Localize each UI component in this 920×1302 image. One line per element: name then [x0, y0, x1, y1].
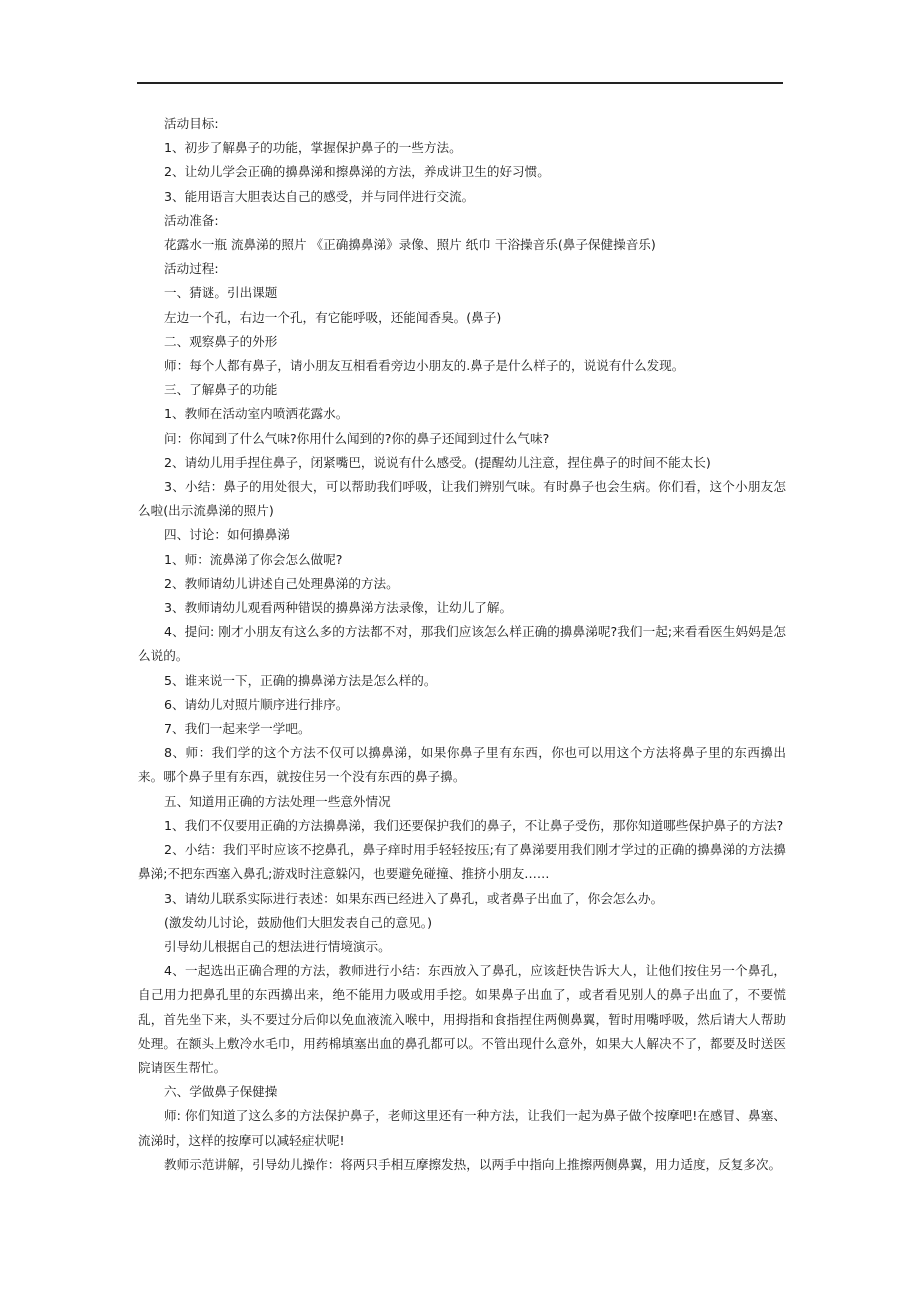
discuss-step-4: 4、提问: 刚才小朋友有这么多的方法都不对，那我们应该怎么样正确的擤鼻涕呢?我们一起;来看看医生妈妈是怎么说的。	[138, 624, 786, 664]
accident-step-3: 3、请幼儿联系实际进行表述：如果东西已经进入了鼻孔，或者鼻子出血了，你会怎么办。	[164, 890, 664, 906]
section-heading-4: 四、讨论：如何擤鼻涕	[164, 527, 290, 543]
goal-item-3: 3、能用语言大胆表达自己的感受，并与同伴进行交流。	[164, 188, 475, 204]
section-heading-6: 六、学做鼻子保健操	[164, 1084, 278, 1100]
exercise-demo: 教师示范讲解，引导幼儿操作：将两只手相互摩擦发热，以两手中指向上推擦两侧鼻翼，用力适度，反复多次。	[164, 1156, 782, 1172]
function-step-2: 2、请幼儿用手捏住鼻子，闭紧嘴巴，说说有什么感受。(提醒幼儿注意，捏住鼻子的时间不能太长)	[164, 454, 711, 470]
section-heading-3: 三、了解鼻子的功能	[164, 382, 278, 398]
heading-goals: 活动目标:	[164, 116, 219, 131]
discuss-step-7: 7、我们一起来学一学吧。	[164, 721, 311, 737]
section-heading-2: 二、观察鼻子的外形	[164, 333, 278, 349]
section-heading-5: 五、知道用正确的方法处理一些意外情况	[164, 793, 391, 809]
preparation-materials: 花露水一瓶 流鼻涕的照片 《正确擤鼻涕》录像、照片 纸巾 干浴操音乐(鼻子保健操音乐)	[164, 237, 656, 253]
exercise-intro: 师: 你们知道了这么多的方法保护鼻子，老师这里还有一种方法，让我们一起为鼻子做个按摩吧!在感冒、鼻塞、流涕时，这样的按摩可以减轻症状呢!	[138, 1108, 786, 1148]
goal-item-1: 1、初步了解鼻子的功能，掌握保护鼻子的一些方法。	[164, 140, 462, 156]
accident-step-1: 1、我们不仅要用正确的方法擤鼻涕，我们还要保护我们的鼻子，不让鼻子受伤，那你知道哪些保护鼻子的方法?	[164, 817, 784, 833]
observe-text: 师：每个人都有鼻子，请小朋友互相看看旁边小朋友的.鼻子是什么样子的，说说有什么发现。	[164, 358, 685, 374]
riddle-text: 左边一个孔，右边一个孔，有它能呼吸，还能闻香臭。(鼻子)	[164, 309, 502, 325]
function-question: 问：你闻到了什么气味?你用什么闻到的?你的鼻子还闻到过什么气味?	[164, 430, 550, 446]
discuss-step-1: 1、师：流鼻涕了你会怎么做呢?	[164, 551, 343, 567]
accident-step-2: 2、小结：我们平时应该不挖鼻孔，鼻子痒时用手轻轻按压;有了鼻涕要用我们刚才学过的正确的擤鼻涕的方法擤鼻涕;不把东西塞入鼻孔;游戏时注意躲闪，也要避免碰撞、推挤小朋友……	[138, 842, 786, 882]
function-step-1: 1、教师在活动室内喷洒花露水。	[164, 406, 349, 422]
discuss-step-3: 3、教师请幼儿观看两种错误的擤鼻涕方法录像，让幼儿了解。	[164, 600, 513, 616]
function-step-3: 3、小结：鼻子的用处很大，可以帮助我们呼吸，让我们辨别气味。有时鼻子也会生病。你们看，这个小朋友怎么啦(出示流鼻涕的照片)	[138, 479, 786, 519]
goal-item-2: 2、让幼儿学会正确的擤鼻涕和擦鼻涕的方法，养成讲卫生的好习惯。	[164, 164, 550, 180]
section-heading-1: 一、猜谜。引出课题	[164, 285, 278, 301]
document-body	[138, 112, 786, 1177]
accident-step-4: 4、一起选出正确合理的方法，教师进行小结：东西放入了鼻孔，应该赶快告诉大人，让他们按住另一个鼻孔，自己用力把鼻孔里的东西擤出来，绝不能用力吸或用手挖。如果鼻子出血了，或者看见别人的鼻子出血了，不要慌乱，首先坐下来，头不要过分后仰以免血液流入喉中，用拇指和食指捏住两侧鼻翼，暂时用嘴呼吸，然后请大人帮助处理。在额头上敷冷水毛巾，用药棉填塞出血的鼻孔都可以。不管出现什么意外，如果大人解决不了，都要及时送医院请医生帮忙。	[138, 963, 786, 1075]
discuss-step-5: 5、谁来说一下，正确的擤鼻涕方法是怎么样的。	[164, 672, 437, 688]
header-rule	[137, 82, 783, 84]
accident-note: (激发幼儿讨论，鼓励他们大胆发表自己的意见。)	[164, 914, 432, 930]
accident-demo: 引导幼儿根据自己的想法进行情境演示。	[164, 938, 391, 954]
heading-preparation: 活动准备:	[164, 212, 219, 228]
discuss-step-8: 8、师：我们学的这个方法不仅可以擤鼻涕，如果你鼻子里有东西，你也可以用这个方法将鼻子里的东西擤出来。哪个鼻子里有东西，就按住另一个没有东西的鼻子擤。	[138, 745, 786, 785]
discuss-step-2: 2、教师请幼儿讲述自己处理鼻涕的方法。	[164, 575, 399, 591]
discuss-step-6: 6、请幼儿对照片顺序进行排序。	[164, 696, 349, 712]
heading-process: 活动过程:	[164, 261, 219, 277]
